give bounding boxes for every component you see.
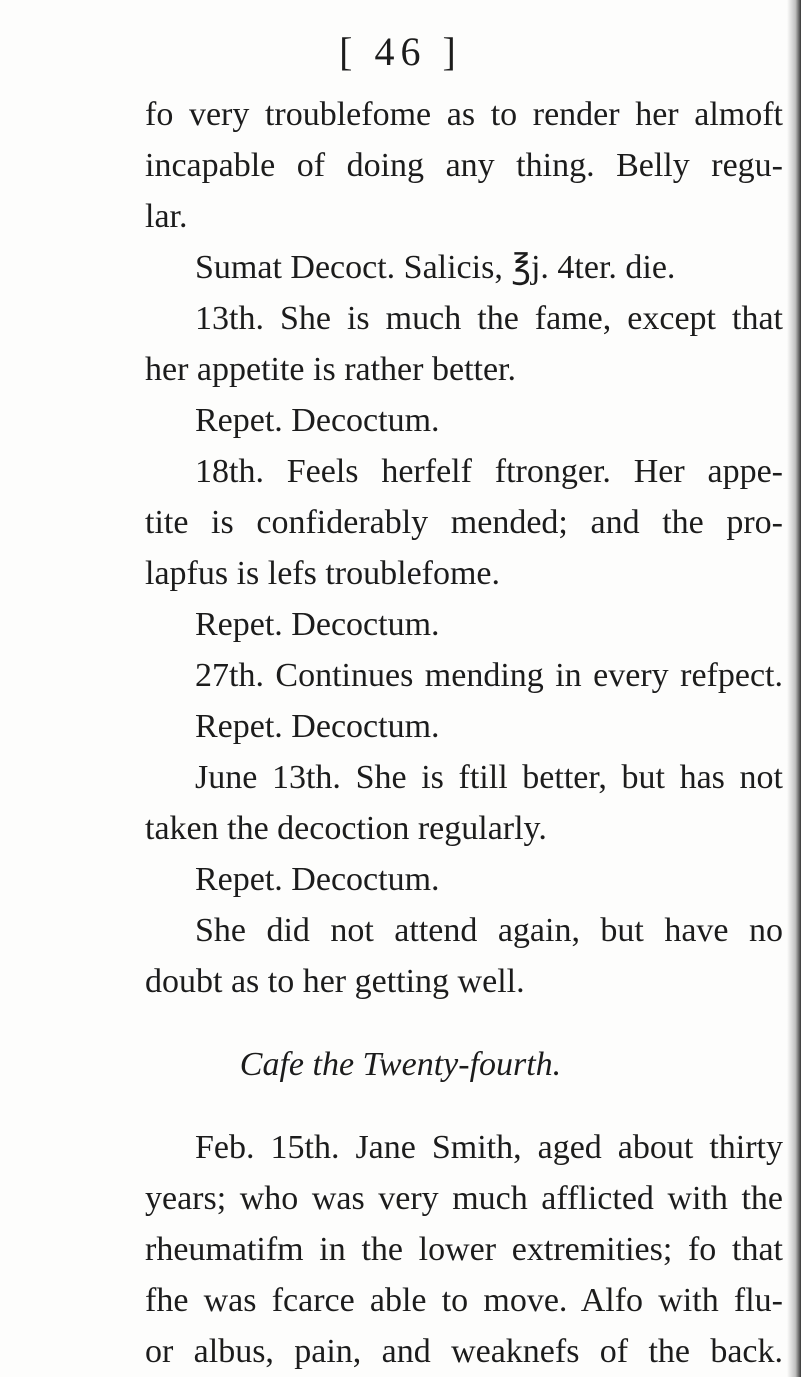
text-line: or albus, pain, and weaknefs of the back. <box>145 1333 783 1370</box>
text-line: lapfus is lefs troublefome. <box>145 555 501 592</box>
page-number-header: [ 46 ] <box>339 29 462 74</box>
text-line: 27th. Continues mending in every refpect. <box>195 657 783 694</box>
text-line: taken the decoction regularly. <box>145 810 547 847</box>
prescription-line: Repet. Decoctum. <box>195 606 440 643</box>
text-line: years; who was very much afflicted with the <box>145 1180 783 1217</box>
prescription-line: Sumat Decoct. Salicis, ℥j. 4ter. die. <box>195 249 676 286</box>
text-line: She did not attend again, but have no <box>195 912 783 949</box>
text-line: her appetite is rather better. <box>145 351 516 388</box>
text-line: June 13th. She is ftill better, but has not <box>195 759 783 796</box>
text-line: fhe was fcarce able to move. Alfo with flu- <box>145 1282 783 1319</box>
prescription-line: Repet. Decoctum. <box>195 708 440 745</box>
prescription-line: Repet. Decoctum. <box>195 861 440 898</box>
prescription-line: Repet. Decoctum. <box>195 402 440 439</box>
text-line: incapable of doing any thing. Belly regu- <box>145 147 783 184</box>
text-line: Feb. 15th. Jane Smith, aged about thirty <box>195 1129 783 1166</box>
case-heading: Cafe the Twenty-fourth. <box>239 1046 562 1083</box>
text-line: 13th. She is much the fame, except that <box>195 300 783 337</box>
text-line: tite is confiderably mended; and the pro- <box>145 504 783 541</box>
text-line: doubt as to her getting well. <box>145 963 525 1000</box>
text-line: fo very troublefome as to render her almoft <box>145 96 783 133</box>
text-line: 18th. Feels herfelf ftronger. Her appe- <box>195 453 783 490</box>
page-edge-shadow <box>787 0 801 1377</box>
text-line: lar. <box>145 198 188 235</box>
text-line: rheumatifm in the lower extremities; fo that <box>145 1231 783 1268</box>
